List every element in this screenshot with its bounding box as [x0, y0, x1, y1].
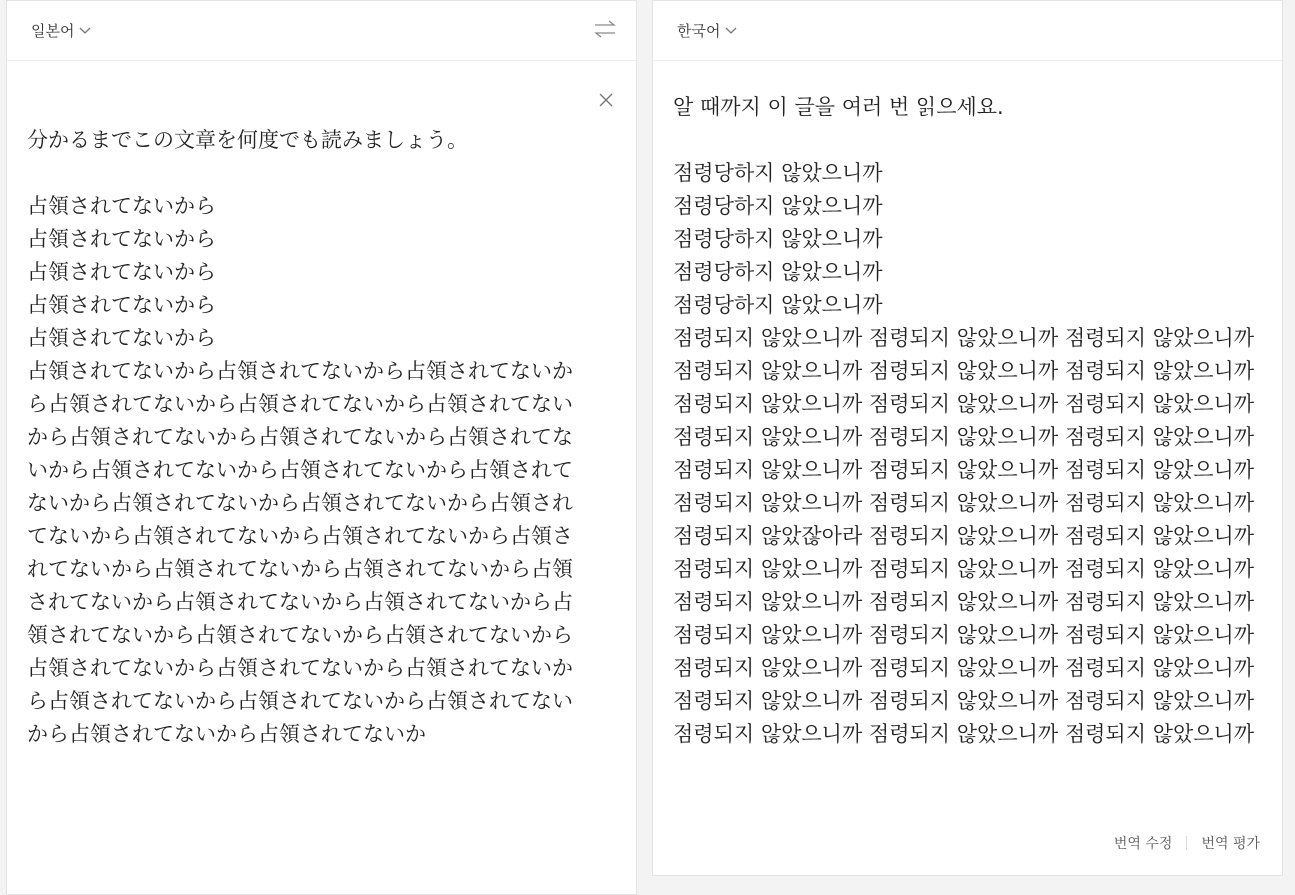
target-panel-header	[653, 1, 1282, 61]
target-panel	[652, 0, 1283, 876]
translation-actions	[1114, 833, 1260, 853]
target-language-label: 한국어	[677, 22, 721, 40]
target-language-select[interactable]	[677, 20, 738, 41]
source-panel	[6, 0, 637, 895]
close-icon	[599, 92, 613, 111]
source-panel-header	[7, 1, 636, 61]
source-text-input[interactable]: 分かるまでこの文章を何度でも読みましょう。 占領されてないから 占領されてないから 占領されてないから 占領されてないから 占領されてないから 占領されてないから占領されてないから占領されてないから占領されてないから占領されてないから占領されてないから占領されてないから占領されてないから占領されてないから占領されてないから占領されてないから占領されてないから占領されてないから占領されてないから占領されてないから占領されてないから占領されてないから占領されてないから占領されてないから占領されてないから占領されてないから占領されてないから占領されてないから占領されてないから占領されてないから占領されてないから占領されてないから占領されてないから占領されてないから占領されてないから占領されてないから占領されてないから占領されてないから占領されてないか	[27, 128, 573, 746]
edit-translation-link[interactable]: 번역 수정	[1113, 836, 1173, 852]
swap-languages-button[interactable]	[592, 19, 618, 43]
clear-text-button[interactable]	[596, 91, 616, 111]
swap-icon	[593, 19, 617, 43]
chevron-down-icon	[78, 24, 92, 38]
translation-output: 알 때까지 이 글을 여러 번 읽으세요. 점령당하지 않았으니까 점령당하지 않았으니까 점령당하지 않았으니까 점령당하지 않았으니까 점령당하지 않았으니까 점령되지 않았으니까 점령되지 않았으니까 점령되지 않았으니까 점령되지 않았으니까 점령되지 않았으니까 점령되지 않았으니까 점령되지 않았으니까 점령되지 않았으니까 점령되지 않았으니까 점령되지 않았으니까 점령되지 않았으니까 점령되지 않았으니까 점령되지 않았으니까 점령되지 않았으니까 점령되지 않았으니까 점령되지 않았으니까 점령되지 않았으니까 점령되지 않았으니까 점령되지 않았잖아라 점령되지 않았으니까 점령되지 않았으니까 점령되지 않았으니까 점령되지 않았으니까 점령되지 않았으니까 점령되지 않았으니까 점령되지 않았으니까 점령되지 않았으니까 점령되지 않았으니까 점령되지 않았으니까 점령되지 않았으니까 점령되지 않았으니까 점령되지 않았으니까 점령되지 않았으니까 점령되지 않았으니까 점령되지 않았으니까 점령되지 않았으니까 점령되지 않았으니까 점령되지 않았으니까 점령되지 않았으니까	[673, 95, 1255, 746]
divider	[1186, 836, 1187, 850]
rate-translation-link[interactable]: 번역 평가	[1201, 836, 1260, 852]
source-language-select[interactable]	[31, 20, 92, 41]
chevron-down-icon	[724, 24, 738, 38]
source-language-label: 일본어	[31, 22, 75, 40]
